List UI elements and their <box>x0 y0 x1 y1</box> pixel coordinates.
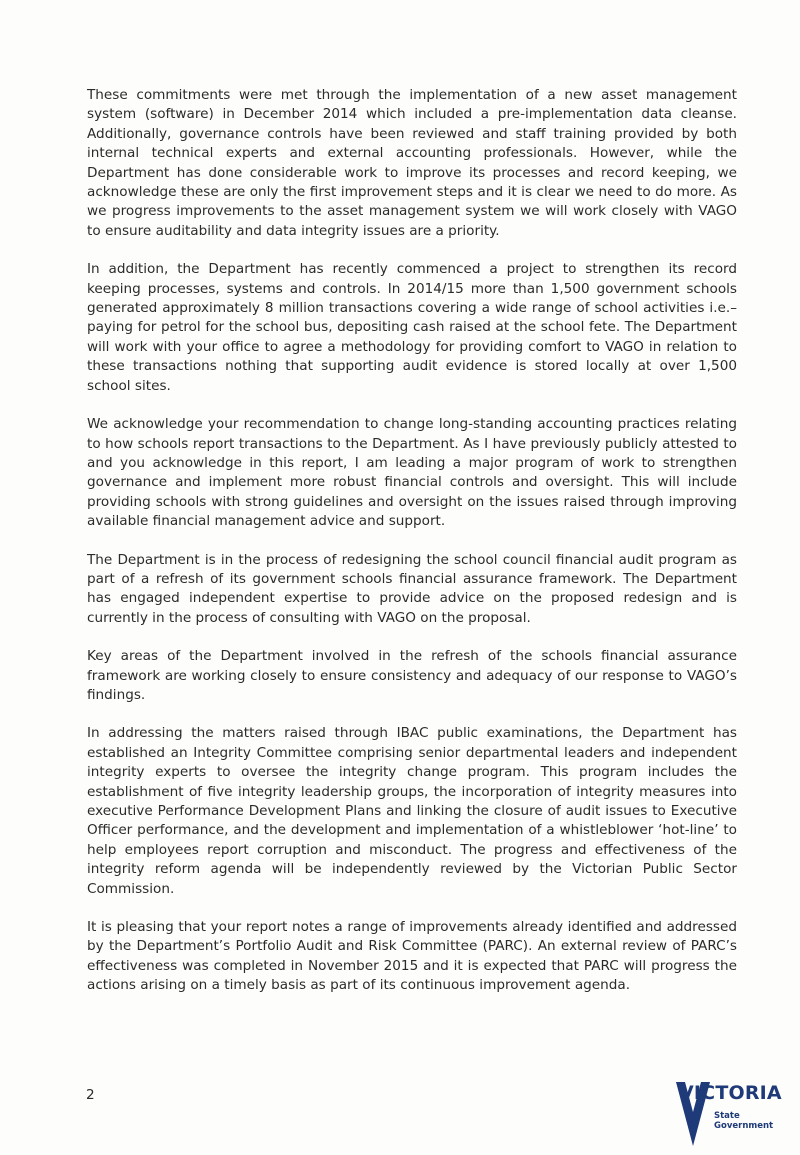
logo-subtitle-line-1: State <box>714 1111 740 1121</box>
victoria-state-government-logo <box>672 1078 782 1150</box>
letter-body <box>87 86 737 1015</box>
paragraph-accounting-practices: We acknowledge your recommendation to change long-standing accounting practices relating to how schools report transactions to the Department. As I have previously publicly attested to and you acknowledge in this report, I am leading a major program of work to strengthen governance and implement more robust financial controls and oversight. This will include providing schools with strong guidelines and oversight on the issues raised through improving available financial management advice and support. <box>87 416 737 530</box>
logo-wordmark: VICTORIA <box>679 1082 782 1104</box>
paragraph-record-keeping: In addition, the Department has recently commenced a project to strengthen its record keeping processes, systems and controls. In 2014/15 more than 1,500 government schools generated approximately 8 million transactions covering a wide range of school activities i.e.–paying for petrol for the school bus, depositing cash raised at the school fete. The Department will work with your office to agree a methodology for providing comfort to VAGO in relation to these transactions nothing that supporting audit evidence is stored locally at over 1,500 school sites. <box>87 261 737 394</box>
logo-subtitle-line-2: Government <box>714 1121 774 1131</box>
paragraph-audit-program: The Department is in the process of redesigning the school council financial audit program as part of a refresh of its government schools financial assurance framework. The Department has engaged independent expertise to provide advice on the proposed redesign and is currently in the process of consulting with VAGO on the proposal. <box>87 551 737 626</box>
paragraph-integrity-committee: In addressing the matters raised through IBAC public examinations, the Department has established an Integrity Committee comprising senior departmental leaders and independent integrity experts to oversee the integrity change program. This program includes the establishment of five integrity leadership groups, the incorporation of integrity measures into executive Performance Development Plans and linking the closure of audit issues to Executive Officer performance, and the development and implementation of a whistleblower ‘hot-line’ to help employees report corruption and misconduct. The progress and effectiveness of the integrity reform agenda will be independently reviewed by the Victorian Public Sector Commission. <box>87 725 737 897</box>
logo-subtitle <box>714 1111 773 1131</box>
page-number: 2 <box>86 1087 95 1103</box>
paragraph-parc: It is pleasing that your report notes a range of improvements already identified and addressed by the Department’s Portfolio Audit and Risk Committee (PARC). An external review of PARC’s effectiveness was completed in November 2015 and it is expected that PARC will progress the actions arising on a timely basis as part of its continuous improvement agenda. <box>87 919 737 994</box>
paragraph-assurance-framework: Key areas of the Department involved in the refresh of the schools financial assurance framework are working closely to ensure consistency and adequacy of our response to VAGO’s findings. <box>87 648 737 703</box>
paragraph-asset-management: These commitments were met through the implementation of a new asset management system (software) in December 2014 which included a pre-implementation data cleanse. Additionally, governance controls have been reviewed and staff training provided by both internal technical experts and external accounting professionals. However, while the Department has done considerable work to improve its processes and record keeping, we acknowledge these are only the first improvement steps and it is clear we need to do more. As we progress improvements to the asset management system we will work closely with VAGO to ensure auditability and data integrity issues are a priority. <box>87 87 737 239</box>
